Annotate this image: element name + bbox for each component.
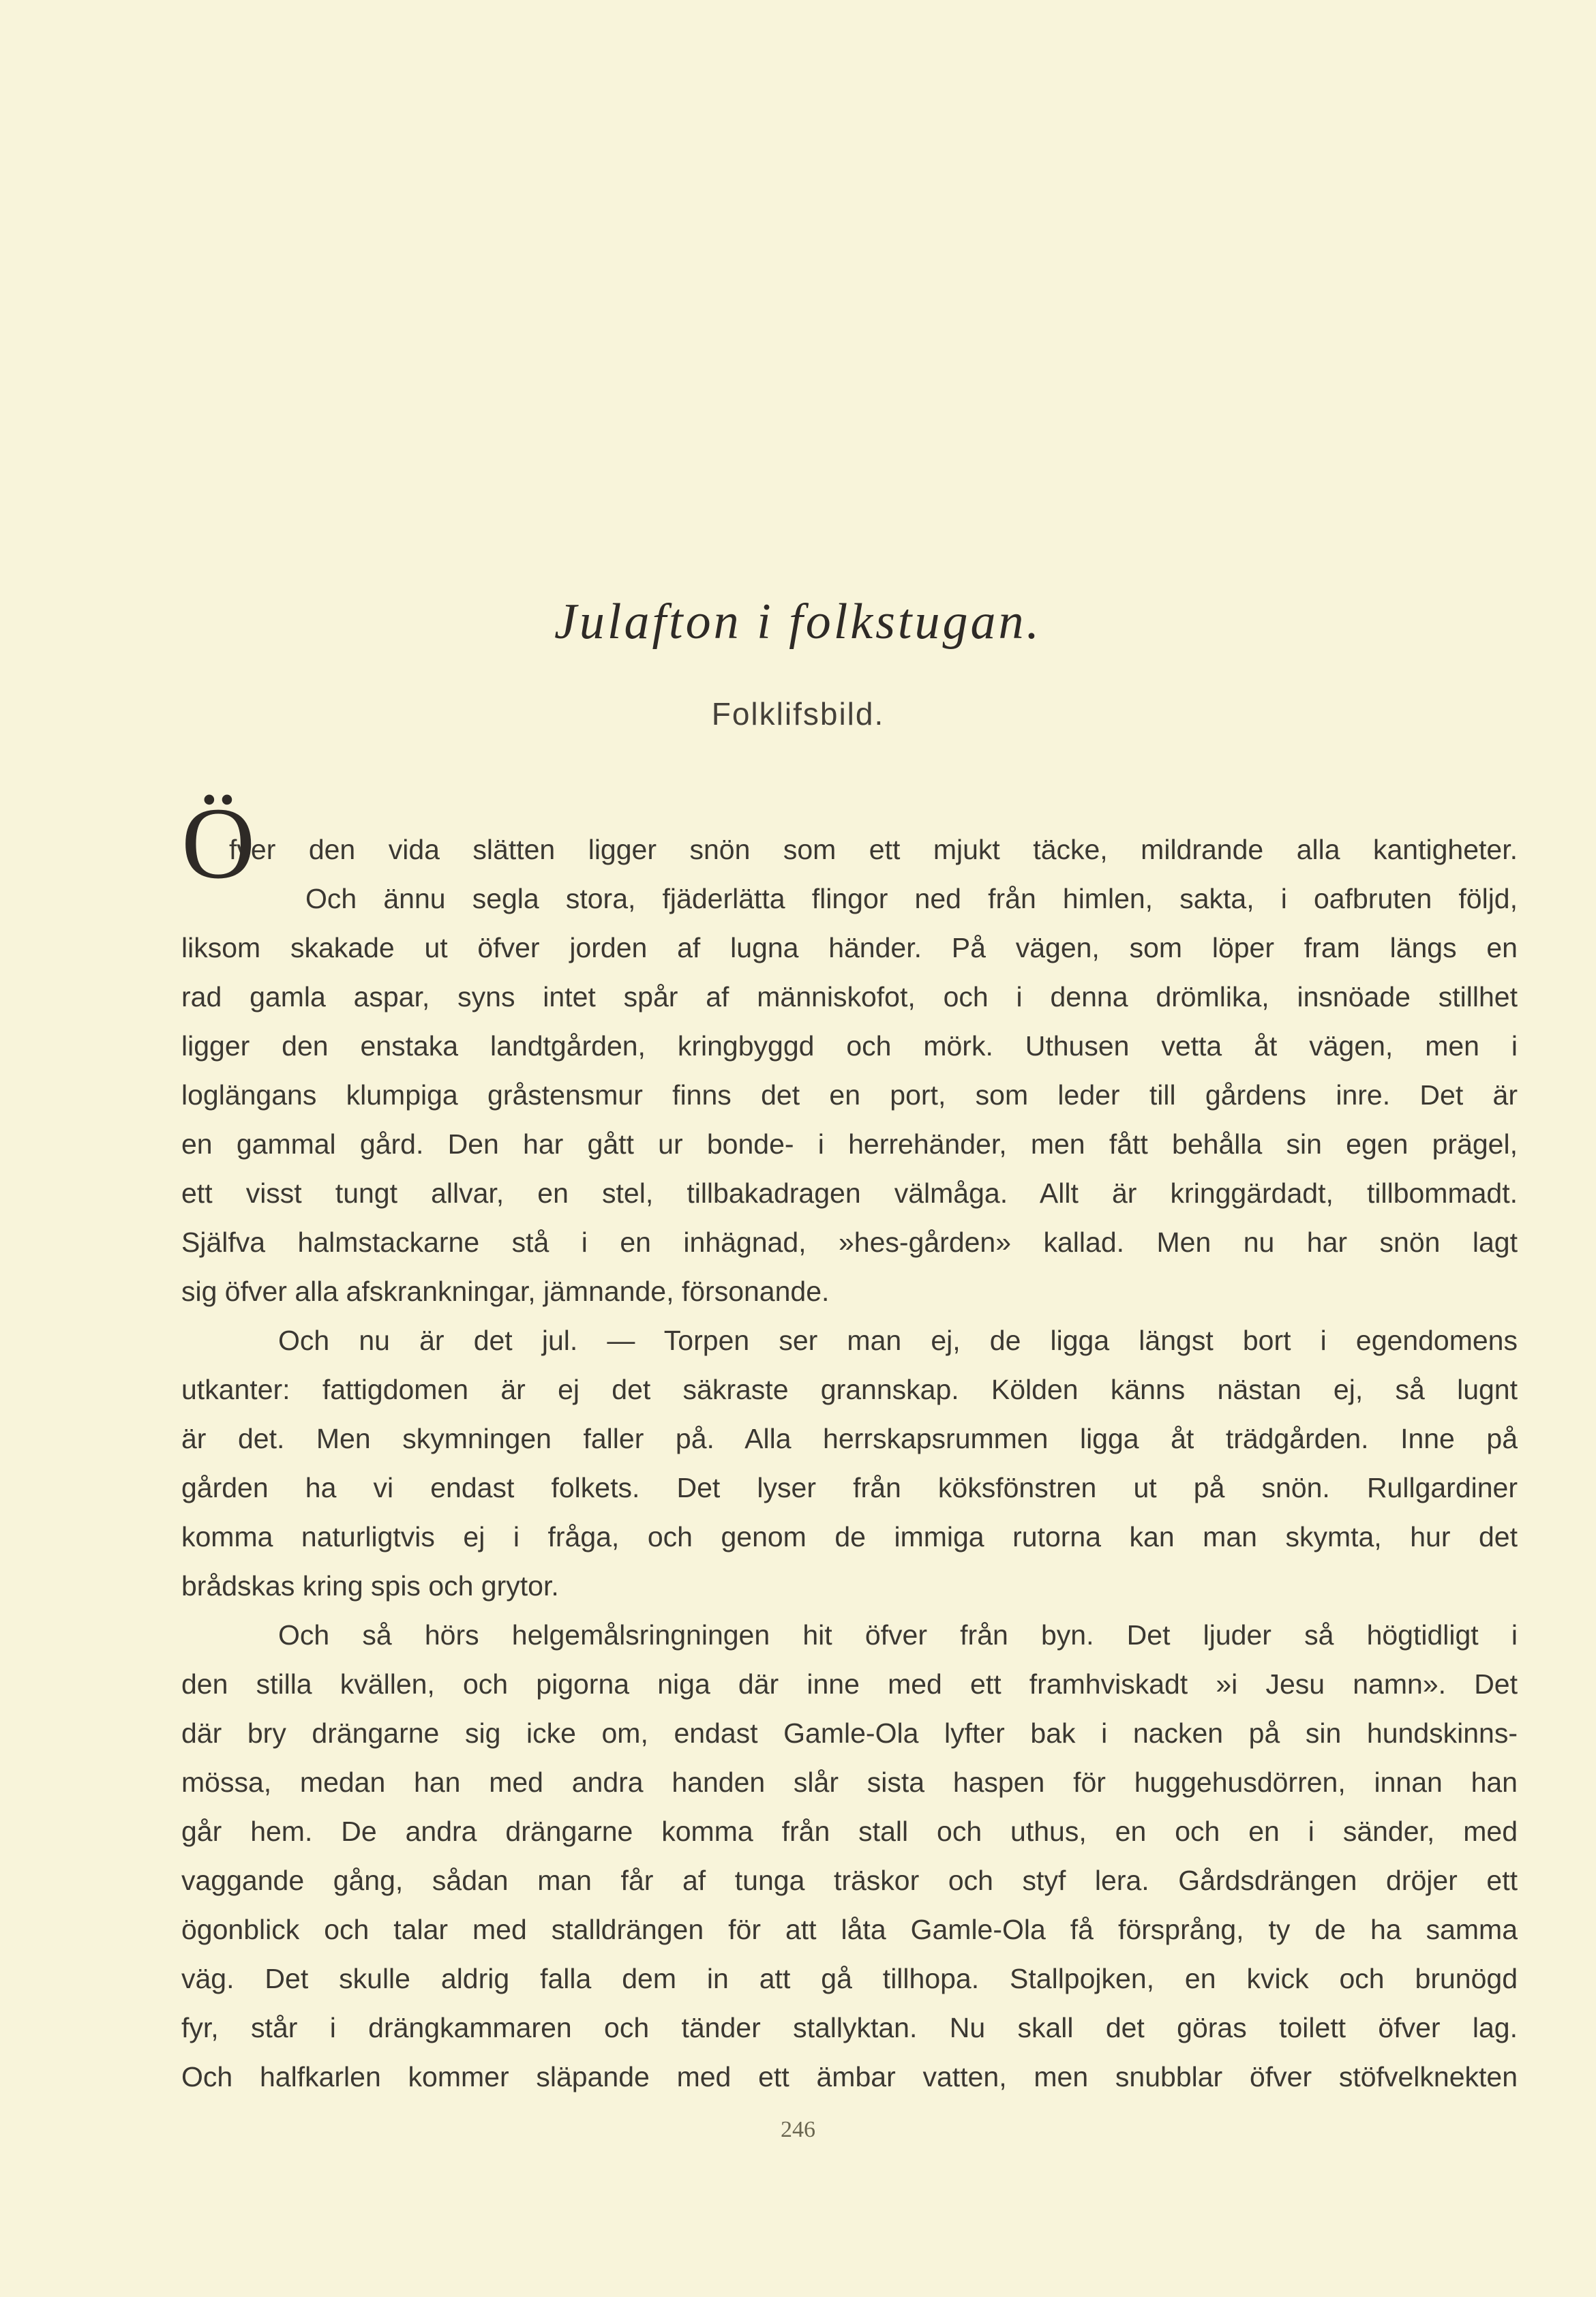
text-line: Och ännu segla stora, fjäderlätta flingor ned från himlen, sakta, i oafbruten följd, bbox=[305, 883, 1518, 914]
chapter-title: Julafton i folkstugan. bbox=[554, 594, 1042, 650]
text-line: komma naturligtvis ej i fråga, och genom de immiga rutorna kan man skymta, hur det bbox=[181, 1521, 1518, 1552]
text-line: ligger den enstaka landtgården, kringbyggd och mörk. Uthusen vetta åt vägen, men i bbox=[181, 1030, 1518, 1062]
drop-cap: Ö bbox=[181, 787, 256, 900]
page-number: 246 bbox=[781, 2117, 815, 2142]
text-line: där bry drängarne sig icke om, endast Gamle-Ola lyfter bak i nacken på sin hundskinns- bbox=[181, 1717, 1518, 1749]
paragraph bbox=[181, 825, 1518, 1316]
text-line: en gammal gård. Den har gått ur bonde- i herrehänder, men fått behålla sin egen prägel, bbox=[181, 1128, 1518, 1160]
text-line: sig öfver alla afskrankningar, jämnande, försonande. bbox=[181, 1276, 830, 1307]
text-line: loglängans klumpiga gråstensmur finns det en port, som leder till gårdens inre. Det är bbox=[181, 1079, 1518, 1111]
body-text bbox=[181, 787, 1518, 2101]
text-line: Och halfkarlen kommer släpande med ett ämbar vatten, men snubblar öfver stöfvelknekten bbox=[181, 2061, 1518, 2092]
text-line: vaggande gång, sådan man får af tunga träskor och styf lera. Gårdsdrängen dröjer ett bbox=[181, 1865, 1518, 1896]
text-line: mössa, medan han med andra handen slår sista haspen för huggehusdörren, innan han bbox=[181, 1767, 1518, 1798]
text-line: rad gamla aspar, syns intet spår af människofot, och i denna drömlika, insnöade stillhet bbox=[181, 981, 1518, 1012]
text-line: brådskas kring spis och grytor. bbox=[181, 1570, 559, 1602]
text-line: Och så hörs helgemålsringningen hit öfver från byn. Det ljuder så högtidligt i bbox=[278, 1619, 1518, 1651]
text-line: går hem. De andra drängarne komma från stall och uthus, en och en i sänder, med bbox=[181, 1816, 1518, 1847]
text-line: Och nu är det jul. — Torpen ser man ej, de ligga längst bort i egendomens bbox=[278, 1325, 1518, 1356]
text-line: liksom skakade ut öfver jorden af lugna händer. På vägen, som löper fram längs en bbox=[181, 932, 1518, 963]
text-line: gården ha vi endast folkets. Det lyser från köksfönstren ut på snön. Rullgardiner bbox=[181, 1472, 1518, 1503]
paragraph bbox=[181, 1610, 1518, 2101]
text-line: fyr, står i drängkammaren och tänder stallyktan. Nu skall det göras toilett öfver lag. bbox=[181, 2012, 1518, 2043]
text-line: fver den vida slätten ligger snön som ett mjukt täcke, mildrande alla kantigheter. bbox=[229, 834, 1518, 865]
text-line: den stilla kvällen, och pigorna niga där inne med ett framhviskadt »i Jesu namn». Det bbox=[181, 1668, 1518, 1700]
paragraph bbox=[181, 1316, 1518, 1610]
text-line: ögonblick och talar med stalldrängen för att låta Gamle-Ola få försprång, ty de ha samma bbox=[181, 1914, 1518, 1945]
text-line: Själfva halmstackarne stå i en inhägnad, »hes-gården» kallad. Men nu har snön lagt bbox=[181, 1227, 1518, 1258]
text-line: är det. Men skymningen faller på. Alla herrskapsrummen ligga åt trädgården. Inne på bbox=[181, 1423, 1518, 1454]
text-line: väg. Det skulle aldrig falla dem in att gå tillhopa. Stallpojken, en kvick och brunögd bbox=[181, 1963, 1518, 1994]
chapter-subtitle: Folklifsbild. bbox=[711, 696, 885, 732]
text-line: ett visst tungt allvar, en stel, tillbakadragen välmåga. Allt är kringgärdadt, tillbommadt. bbox=[181, 1177, 1518, 1209]
text-line: utkanter: fattigdomen är ej det säkraste grannskap. Kölden känns nästan ej, så lugnt bbox=[181, 1374, 1518, 1405]
